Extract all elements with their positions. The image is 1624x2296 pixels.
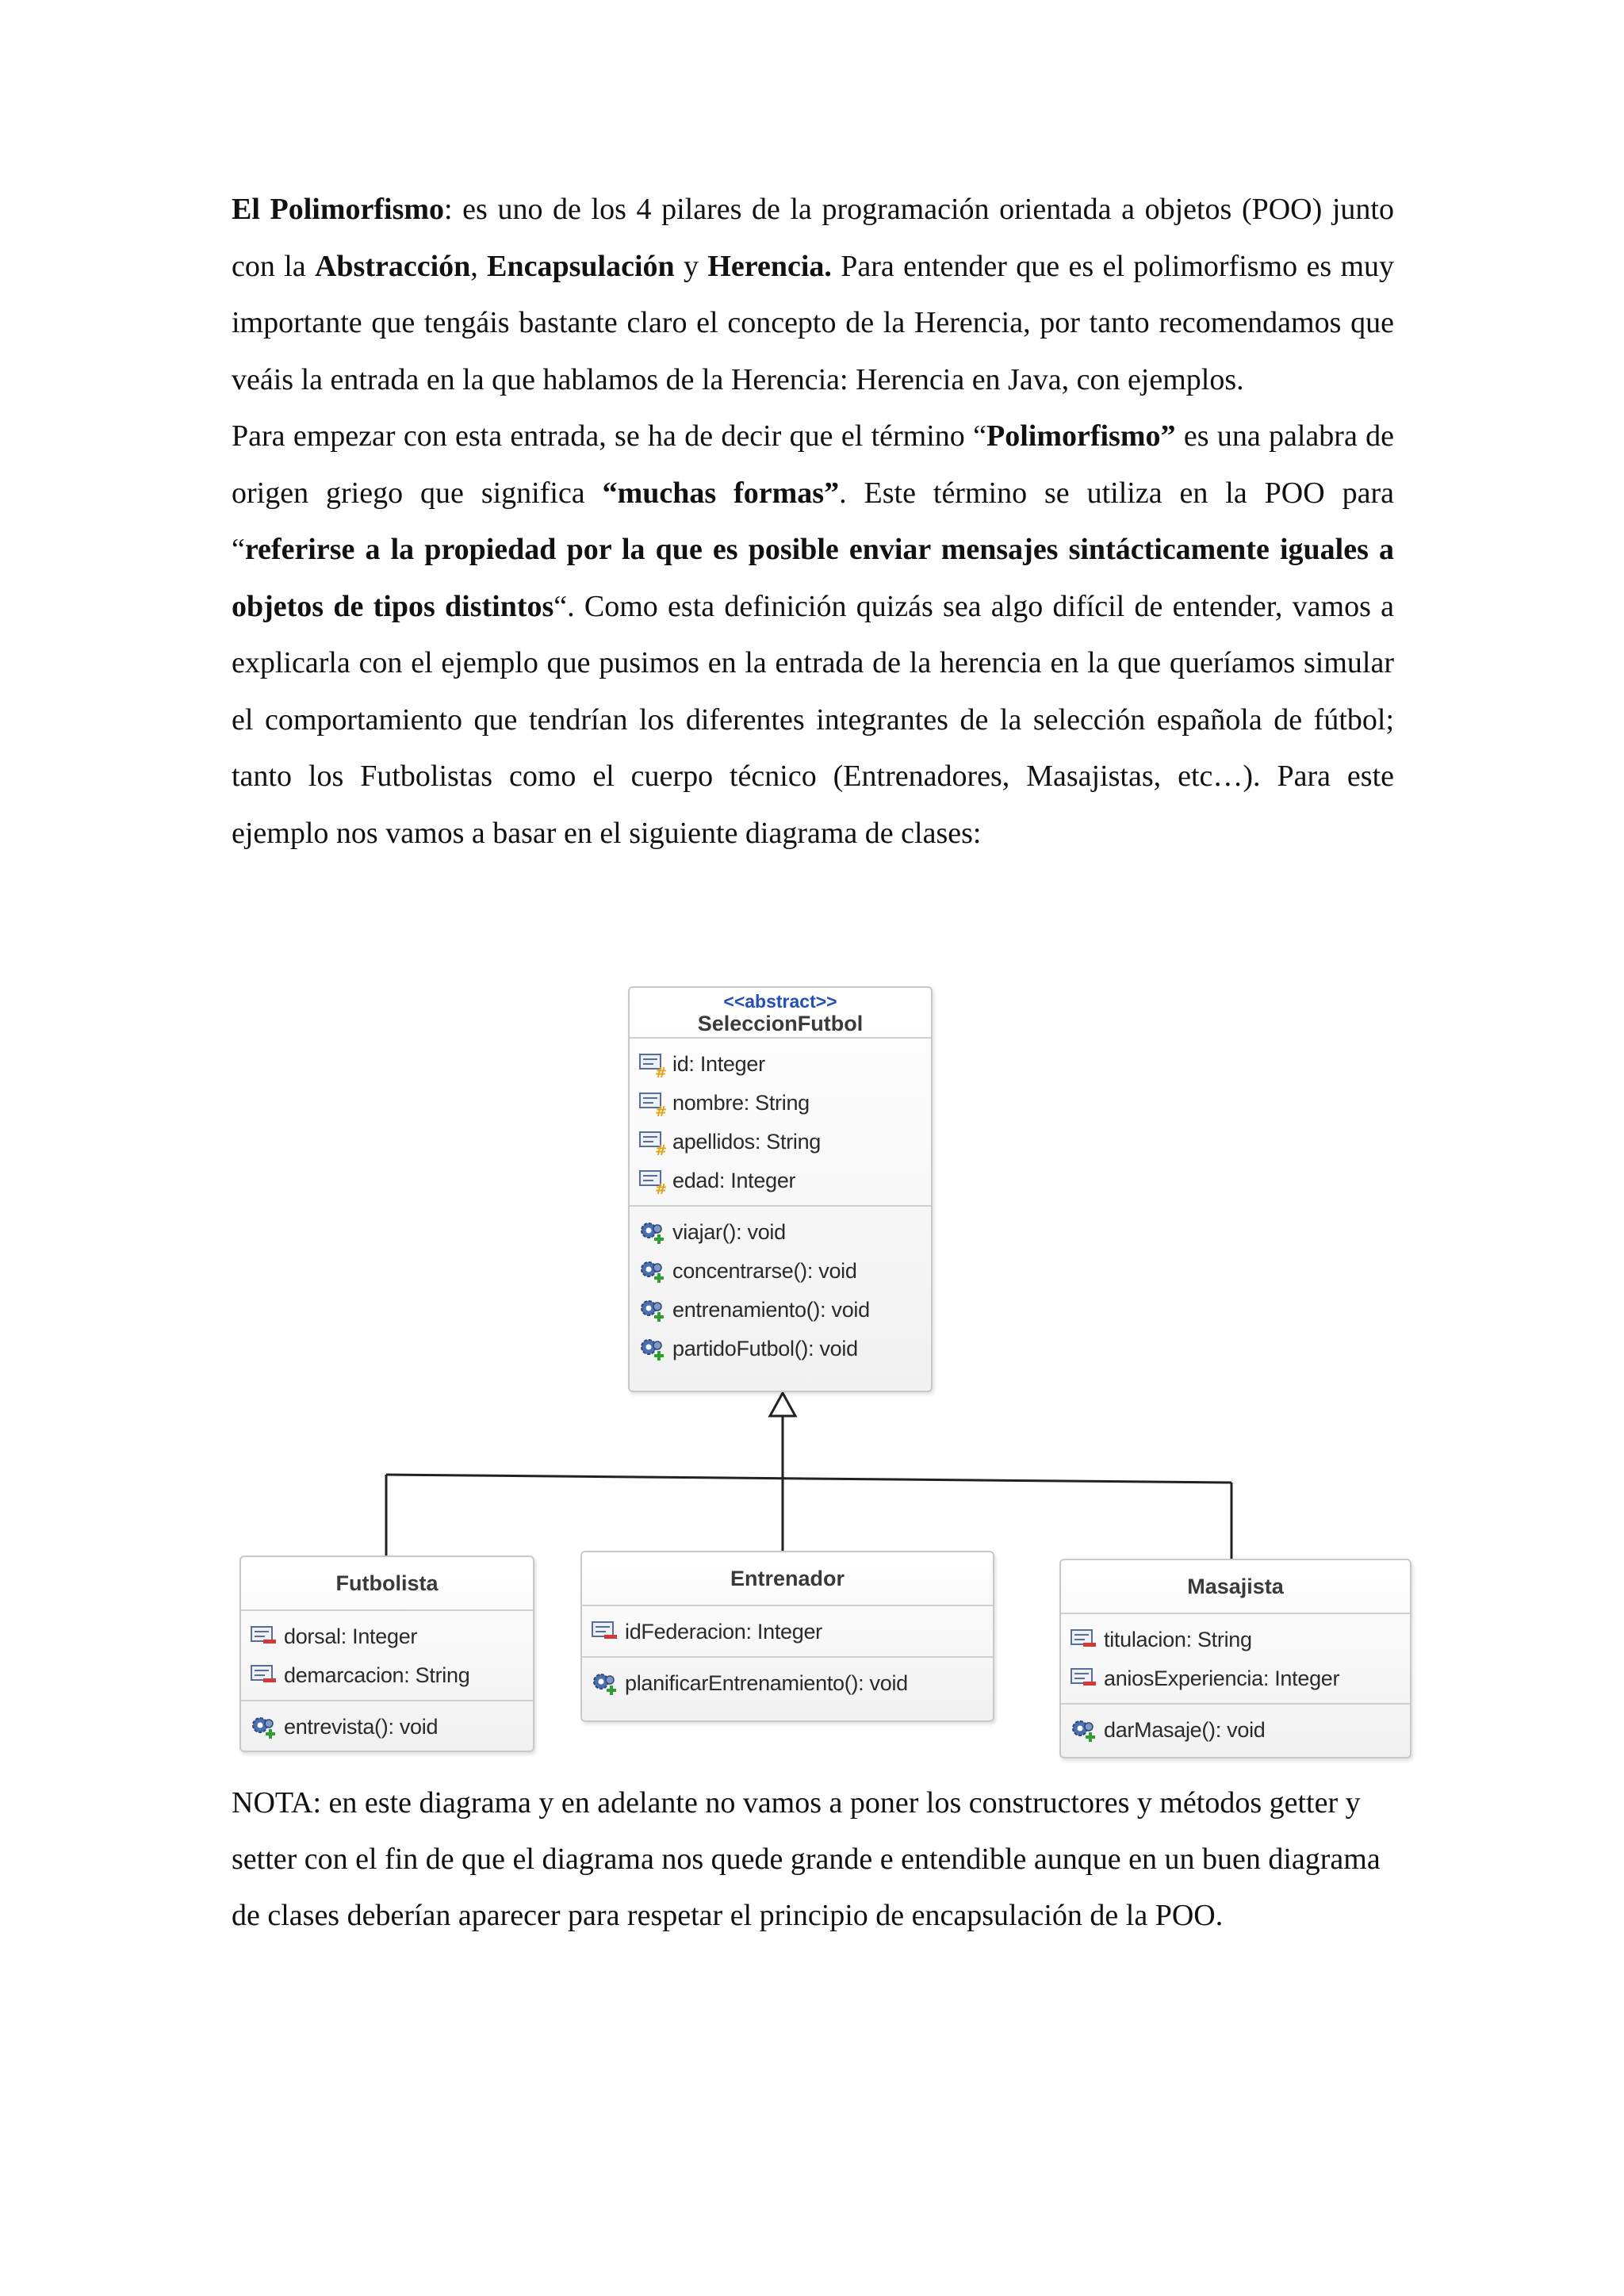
attribute-signature: dorsal: Integer	[284, 1624, 418, 1648]
private-attribute-icon	[590, 1619, 622, 1646]
svg-text:#: #	[655, 1142, 667, 1156]
attribute-row	[1061, 1659, 1410, 1698]
attribute-row	[241, 1617, 533, 1656]
class-entrenador[interactable]	[580, 1551, 994, 1722]
class-header	[630, 988, 931, 1039]
stereotype-label: <<abstract>>	[723, 991, 837, 1012]
attributes-section	[241, 1611, 533, 1701]
svg-text:#: #	[655, 1103, 667, 1117]
attribute-signature: titulacion: String	[1104, 1628, 1252, 1651]
class-name: Futbolista	[241, 1557, 533, 1611]
method-row	[630, 1291, 931, 1330]
svg-text:#: #	[655, 1064, 667, 1078]
term-muchas-formas: “muchas formas”	[602, 476, 840, 510]
attribute-row	[630, 1161, 931, 1200]
protected-attribute-icon	[638, 1129, 669, 1156]
method-row	[582, 1664, 993, 1703]
class-name: SeleccionFutbol	[697, 1012, 864, 1035]
method-signature: partidoFutbol(): void	[672, 1337, 858, 1360]
class-masajista[interactable]	[1059, 1559, 1411, 1758]
nota-paragraph	[232, 1775, 1394, 1944]
term-abstraccion: Abstracción	[314, 249, 471, 283]
attributes-section	[1061, 1614, 1410, 1705]
method-row	[630, 1213, 931, 1252]
text-run: “. Como esta definición quizás sea algo difícil de entender, vamos a explicarla con el ejemplo que pusimos en la entrada de la herencia en la que queríamos simular el comportamiento que tendrían los diferentes integrantes de la selección española de fútbol; tanto los Futbolistas como el cuerpo técnico (Entrenadores, Masajistas, etc…). Para este ejemplo nos vamos a basar en el siguiente diagrama de clases:	[232, 589, 1394, 850]
methods-section	[1061, 1705, 1410, 1755]
method-signature: entrevista(): void	[284, 1715, 439, 1739]
attribute-row	[630, 1084, 931, 1123]
attribute-signature: nombre: String	[672, 1091, 810, 1115]
term-polimorfismo: El Polimorfismo	[232, 193, 445, 226]
text-run: Para entender que es el polimorfismo es muy importante que tengáis bastante claro el concepto de la Herencia, por tanto recomendamos que veáis la entrada en la que hablamos de la Herencia: Herencia en Java, con ejemplos.	[232, 249, 1395, 396]
class-seleccion-futbol[interactable]	[628, 986, 933, 1392]
generalization-arrowhead	[770, 1393, 795, 1416]
term-encapsulacion: Encapsulación	[487, 249, 675, 283]
attribute-signature: edad: Integer	[672, 1169, 796, 1192]
private-attribute-icon	[249, 1624, 281, 1651]
paragraph-polimorfismo-definition	[232, 182, 1394, 408]
protected-attribute-icon	[638, 1051, 669, 1078]
class-futbolista[interactable]	[239, 1556, 534, 1752]
attribute-signature: aniosExperiencia: Integer	[1104, 1667, 1340, 1690]
public-method-icon	[590, 1670, 622, 1697]
text-run: ,	[470, 249, 488, 283]
private-attribute-icon	[249, 1663, 281, 1689]
attribute-row	[1061, 1621, 1410, 1659]
method-row	[630, 1330, 931, 1368]
method-row	[241, 1708, 533, 1747]
attribute-row	[582, 1613, 993, 1651]
methods-section	[582, 1658, 993, 1708]
horizontal-line	[386, 1475, 1231, 1483]
attribute-row	[630, 1123, 931, 1161]
method-signature: darMasaje(): void	[1104, 1718, 1266, 1742]
attribute-row	[630, 1045, 931, 1084]
protected-attribute-icon	[638, 1090, 669, 1117]
term-herencia: Herencia.	[707, 249, 832, 283]
text-run: . Este término se utiliza en la POO para “	[232, 476, 1394, 566]
paragraph-etimologia	[232, 408, 1394, 862]
definition-bold: referirse a la propiedad por la que es posible enviar mensajes sintácticamente iguales a objetos de tipos distintos	[232, 533, 1394, 623]
private-attribute-icon	[1069, 1666, 1101, 1693]
attributes-section	[630, 1039, 931, 1207]
text-run: y	[674, 249, 708, 283]
public-method-icon	[638, 1297, 669, 1324]
svg-text:#: #	[655, 1181, 667, 1195]
attribute-row	[241, 1656, 533, 1695]
method-signature: entrenamiento(): void	[672, 1298, 870, 1322]
public-method-icon	[638, 1219, 669, 1246]
private-attribute-icon	[1069, 1627, 1101, 1654]
text-run: Para empezar con esta entrada, se ha de decir que el término “	[232, 419, 986, 453]
text-run: : es uno de los 4 pilares de la programación orientada a objetos (POO) junto con la	[232, 193, 1394, 283]
class-name: Masajista	[1061, 1560, 1410, 1614]
attribute-signature: apellidos: String	[672, 1130, 822, 1154]
public-method-icon	[638, 1336, 669, 1363]
attribute-signature: id: Integer	[672, 1052, 765, 1076]
nota-text: NOTA: en este diagrama y en adelante no vamos a poner los constructores y métodos getter y setter con el fin de que el diagrama nos quede grande e entendible aunque en un buen diagrama de clases deberían aparecer para respetar el principio de encapsulación de la POO.	[232, 1786, 1381, 1932]
method-signature: planificarEntrenamiento(): void	[625, 1671, 908, 1695]
attribute-signature: demarcacion: String	[284, 1663, 470, 1687]
method-signature: viajar(): void	[672, 1220, 786, 1244]
method-signature: concentrarse(): void	[672, 1259, 857, 1283]
intro-text	[232, 182, 1394, 862]
text-run: es una palabra de origen griego que significa	[232, 419, 1394, 510]
term-polimorfismo-quote: Polimorfismo”	[986, 419, 1176, 453]
method-row	[630, 1252, 931, 1291]
protected-attribute-icon	[638, 1168, 669, 1195]
public-method-icon	[1069, 1717, 1101, 1744]
attribute-signature: idFederacion: Integer	[625, 1620, 822, 1644]
methods-section	[630, 1207, 931, 1373]
methods-section	[241, 1701, 533, 1751]
class-name: Entrenador	[582, 1552, 993, 1606]
attributes-section	[582, 1606, 993, 1658]
method-row	[1061, 1711, 1410, 1750]
public-method-icon	[249, 1714, 281, 1741]
public-method-icon	[638, 1258, 669, 1285]
